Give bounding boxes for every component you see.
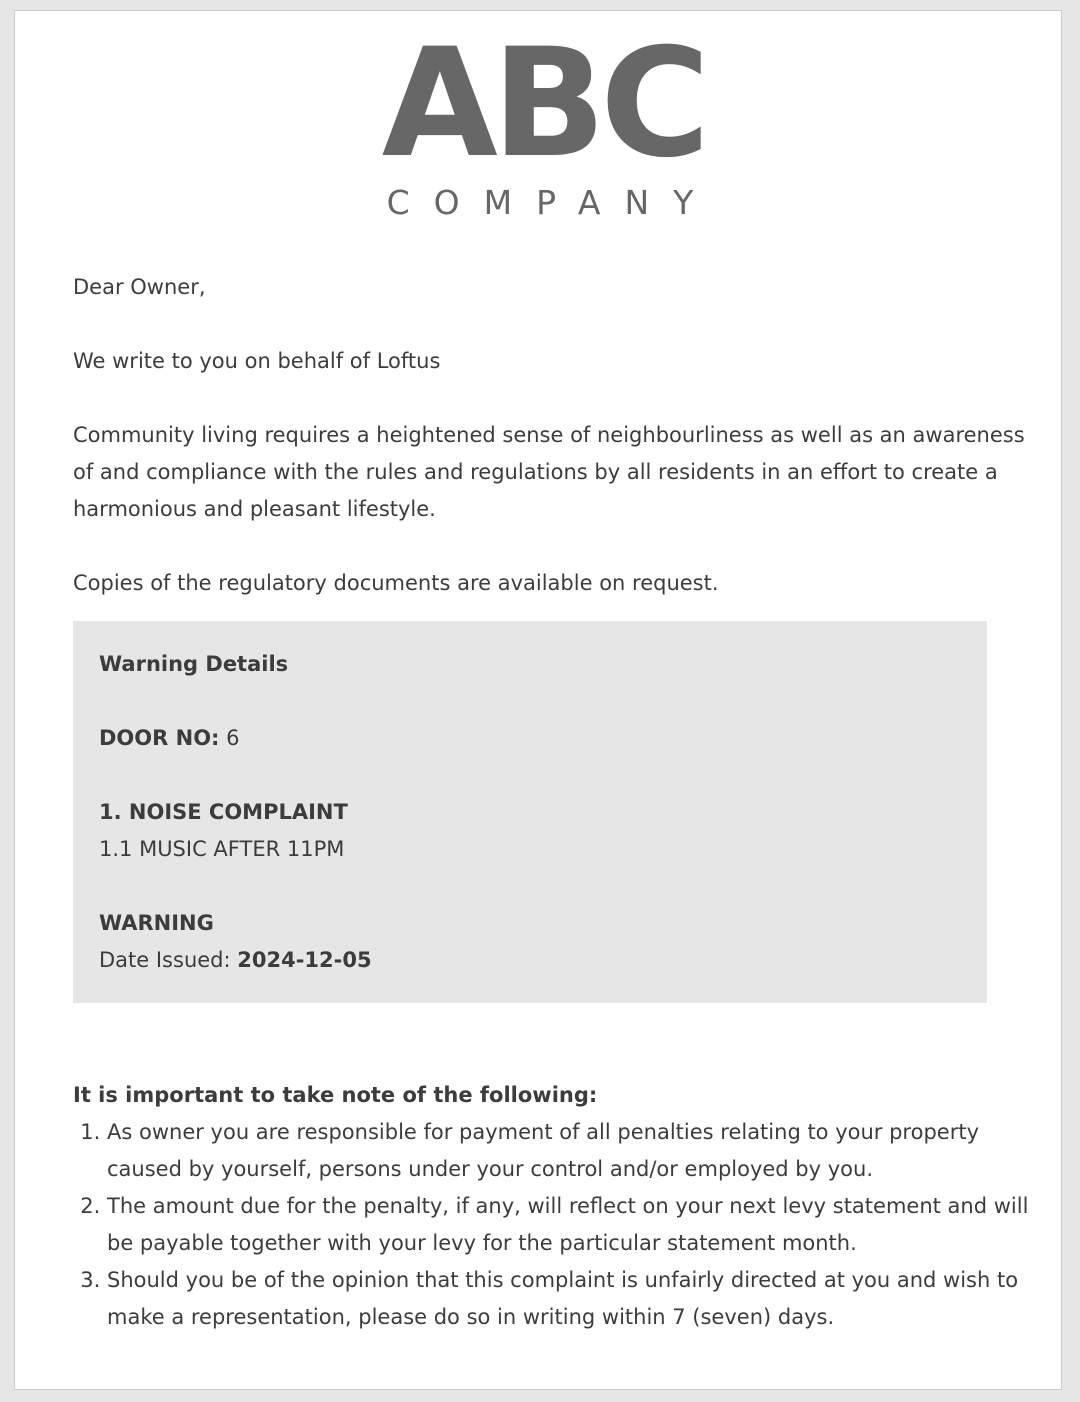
date-value: 2024-12-05 (237, 948, 372, 972)
warning-details-box (73, 621, 987, 1003)
door-label: DOOR NO: (99, 726, 220, 750)
date-row (99, 942, 961, 979)
logo-sub-text: COMPANY (386, 183, 718, 222)
list-item: 1. As owner you are responsible for payment of all penalties relating to your property caused by yourself, persons under your control and/or employed by you. (107, 1114, 1033, 1188)
list-item: 3. Should you be of the opinion that this complaint is unfairly directed at you and wish to make a representation, please do so in writing within 7 (seven) days. (107, 1262, 1033, 1336)
date-label: Date Issued: (99, 948, 231, 972)
door-value: 6 (226, 726, 240, 750)
complaint-detail: 1.1 MUSIC AFTER 11PM (99, 837, 345, 861)
warning-status: WARNING (99, 911, 214, 935)
notes-list (73, 1114, 1033, 1336)
greeting: Dear Owner, (73, 275, 206, 299)
list-item: 2. The amount due for the penalty, if any, will reflect on your next levy statement and will be payable together with your levy for the particular statement month. (107, 1188, 1033, 1262)
logo-main-text: ABC (381, 17, 705, 191)
complaint-title: 1. NOISE COMPLAINT (99, 800, 348, 824)
company-logo (15, 17, 1063, 223)
community-paragraph: Community living requires a heightened sense of neighbourliness as well as an awareness of and compliance with the rules and regulations by all residents in an effort to create a harmonious and pleasant lifestyle. (73, 423, 1025, 521)
warning-heading: Warning Details (99, 652, 289, 676)
copies-paragraph: Copies of the regulatory documents are available on request. (73, 571, 719, 595)
letter-page (14, 10, 1062, 1390)
door-row (99, 720, 961, 757)
letter-body (73, 269, 1033, 1336)
notes-title: It is important to take note of the following: (73, 1083, 598, 1107)
intro-paragraph: We write to you on behalf of Loftus (73, 349, 441, 373)
